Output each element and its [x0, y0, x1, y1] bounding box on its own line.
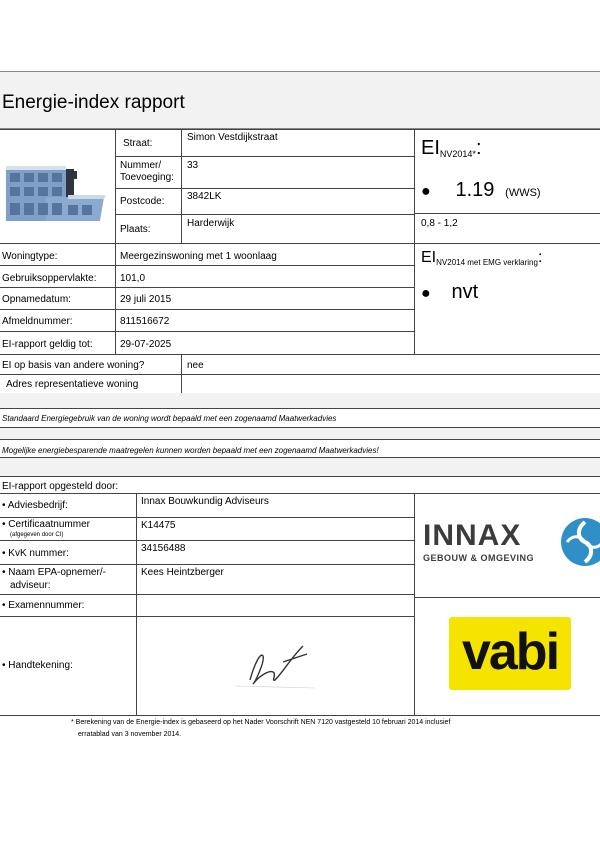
- geldig-value: 29-07-2025: [120, 339, 172, 350]
- bullet-icon: ●: [421, 183, 431, 200]
- exam-label: • Examennummer:: [2, 600, 85, 611]
- adviesbedrijf-label: • Adviesbedrijf:: [2, 500, 68, 511]
- signature-image: [225, 632, 325, 694]
- handtekening-label: • Handtekening:: [2, 660, 73, 671]
- representatieve-label: Adres representatieve woning: [6, 379, 139, 390]
- nummer-value: 33: [187, 160, 199, 171]
- adviesbedrijf-value: Innax Bouwkundig Adviseurs: [141, 496, 269, 507]
- opnamedatum-value: 29 juli 2015: [120, 294, 172, 305]
- plaats-label: Plaats:: [120, 224, 151, 235]
- opgesteld-header: EI-rapport opgesteld door:: [2, 481, 119, 492]
- vabi-logo: vabi: [449, 617, 571, 690]
- plaats-value: Harderwijk: [187, 218, 235, 229]
- geldig-label: EI-rapport geldig tot:: [2, 339, 93, 350]
- ei-range: 0,8 - 1,2: [421, 218, 458, 229]
- ei-value-row: [421, 180, 541, 204]
- kvk-value: 34156488: [141, 543, 186, 554]
- opnamedatum-label: Opnamedatum:: [2, 294, 71, 305]
- cert-sub: (afgegeven door CI): [10, 532, 64, 538]
- footnote-line1: * Berekening van de Energie-index is gebaseerd op het Nader Voorschrift NEN 7120 vastgesteld 10 februari 2014 inclusief: [71, 719, 451, 726]
- andere-woning-value: nee: [187, 360, 204, 371]
- woningtype-label: Woningtype:: [2, 251, 58, 262]
- straat-value: Simon Vestdijkstraat: [187, 132, 278, 143]
- page-title: Energie-index rapport: [2, 92, 185, 113]
- postcode-label: Postcode:: [120, 196, 165, 207]
- building-image: [6, 165, 106, 227]
- nummer-label: Nummer/ Toevoeging:: [120, 160, 174, 183]
- andere-woning-label: EI op basis van andere woning?: [2, 360, 145, 371]
- ei-emg-value: nvt: [451, 281, 479, 303]
- naam-value: Kees Heintzberger: [141, 567, 224, 578]
- note-mogelijke: Mogelijke energiebesparende maatregelen kunnen worden bepaald met een zogenaamd Maatwerkadvies!: [2, 446, 379, 455]
- cert-label: • Certificaatnummer: [2, 519, 90, 530]
- postcode-value: 3842LK: [187, 191, 222, 202]
- naam-label: • Naam EPA-opnemer/-: [2, 567, 106, 578]
- ei-unit: (WWS): [505, 187, 541, 199]
- ei-emg-heading: $EI_{NV2014 met EMG verklaring}$:: [421, 249, 543, 267]
- kvk-label: • KvK nummer:: [2, 548, 69, 559]
- afmeldnummer-value: 811516672: [120, 316, 170, 327]
- afmeldnummer-label: Afmeldnummer:: [2, 316, 73, 327]
- footnote-line2: erratablad van 3 november 2014.: [78, 731, 182, 738]
- naam-label-2: adviseur:: [10, 580, 51, 591]
- oppervlakte-value: 101,0: [120, 273, 146, 284]
- straat-label: Straat:: [123, 138, 153, 149]
- oppervlakte-label: Gebruiksoppervlakte:: [2, 273, 97, 284]
- ei-value: 1.19: [455, 179, 495, 201]
- ei-heading: EINV2014*:: [421, 137, 482, 159]
- cert-value: K14475: [141, 520, 176, 531]
- innax-swirl-icon: [559, 516, 600, 570]
- innax-logo: INNAX GEBOUW & OMGEVING: [423, 516, 600, 570]
- title-bar: [0, 71, 600, 129]
- bullet-icon: ●: [421, 285, 431, 302]
- woningtype-value: Meergezinswoning met 1 woonlaag: [120, 251, 277, 262]
- ei-emg-row: [421, 280, 478, 308]
- note-standaard: Standaard Energiegebruik van de woning wordt bepaald met een zogenaamd Maatwerkadvies: [2, 414, 337, 423]
